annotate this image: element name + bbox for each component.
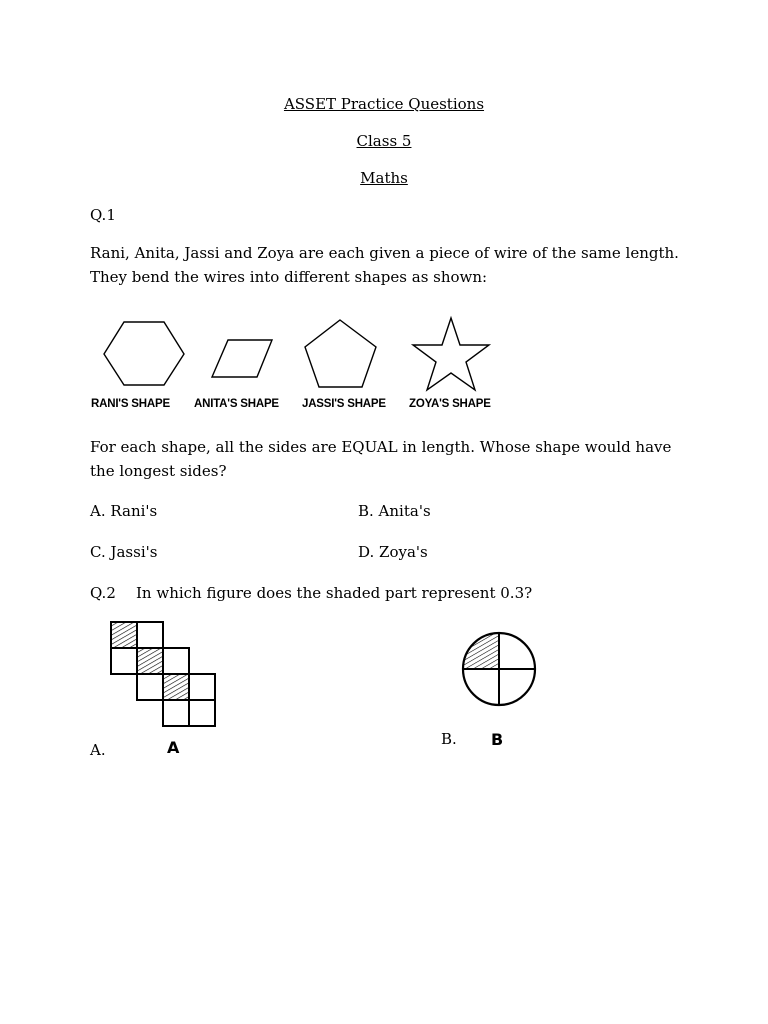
figure-a-label: A xyxy=(167,738,180,757)
jassi-shape-label: JASSI'S SHAPE xyxy=(302,398,386,410)
question-1-stem-line-2: They bend the wires into different shapes as shown: xyxy=(90,268,488,286)
question-1-number: Q.1 xyxy=(90,206,116,224)
document-title: ASSET Practice Questions xyxy=(283,95,485,113)
class-label: Class 5 xyxy=(356,132,412,150)
figure-b-label: B xyxy=(491,730,504,749)
question-2-number: Q.2 xyxy=(90,584,116,602)
star-shape xyxy=(413,318,489,390)
wire-shapes-figure xyxy=(0,310,768,400)
figure-b-circle xyxy=(460,630,540,710)
rani-shape-label: RANI'S SHAPE xyxy=(91,398,170,410)
figure-a-grid xyxy=(105,620,235,735)
option-a-label[interactable]: A. xyxy=(90,741,106,759)
zoya-shape-label: ZOYA'S SHAPE xyxy=(409,398,491,410)
question-2-text: In which figure does the shaded part represent 0.3? xyxy=(136,584,533,602)
hexagon-shape xyxy=(104,322,184,385)
question-1-stem-line-1: Rani, Anita, Jassi and Zoya are each given a piece of wire of the same length. xyxy=(90,244,679,262)
option-b-label[interactable]: B. xyxy=(441,730,457,748)
option-a[interactable]: A. Rani's xyxy=(90,502,158,520)
shaded-square xyxy=(137,648,163,674)
pentagon-shape xyxy=(305,320,376,387)
option-d[interactable]: D. Zoya's xyxy=(358,543,428,561)
shaded-square xyxy=(111,622,137,648)
question-1-prompt-line-2: the longest sides? xyxy=(90,462,227,480)
shaded-square xyxy=(163,674,189,700)
question-1-prompt-line-1: For each shape, all the sides are EQUAL in length. Whose shape would have xyxy=(90,438,672,456)
option-b[interactable]: B. Anita's xyxy=(358,502,431,520)
option-c[interactable]: C. Jassi's xyxy=(90,543,158,561)
rhombus-shape xyxy=(212,340,272,377)
anita-shape-label: ANITA'S SHAPE xyxy=(194,398,279,410)
subject-label: Maths xyxy=(360,169,408,187)
